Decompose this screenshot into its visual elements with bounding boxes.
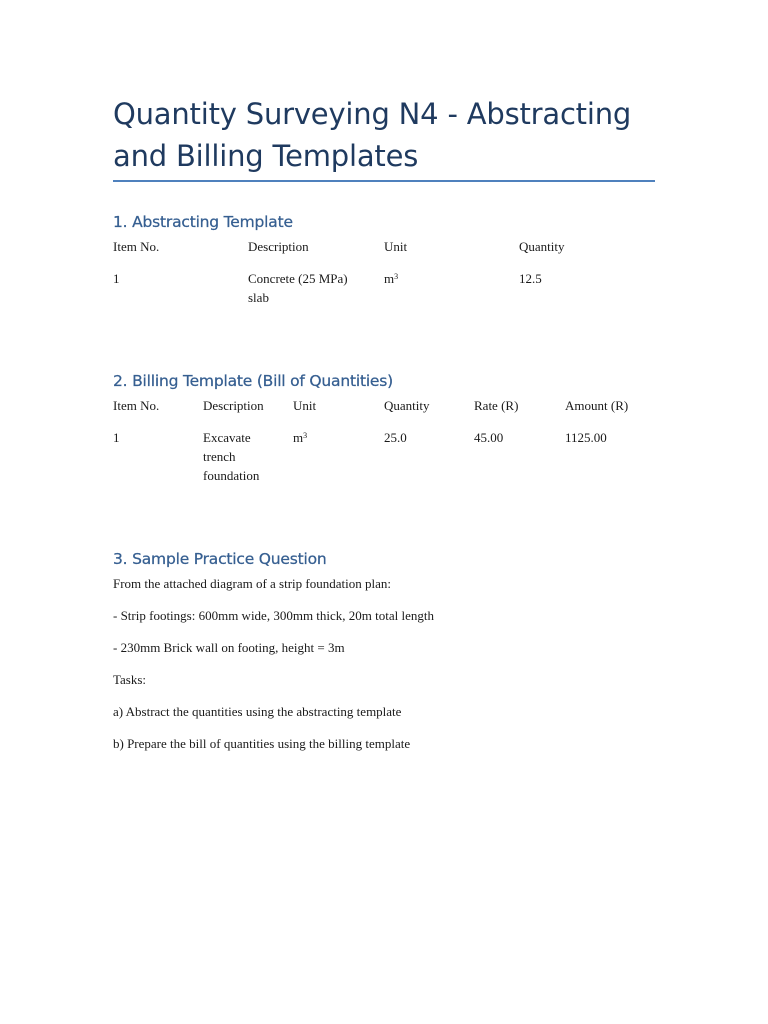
paragraph-task-b: b) Prepare the bill of quantities using the billing template [113, 736, 411, 751]
paragraph-tasks-label: Tasks: [113, 672, 147, 687]
table-cell-quantity: 12.5 [519, 271, 542, 286]
table-cell-amount: 1125.00 [565, 430, 607, 445]
unit-superscript: 3 [303, 431, 308, 440]
table-header-quantity: Quantity [384, 398, 430, 413]
table-header-quantity: Quantity [519, 239, 565, 254]
section-heading-practice: 3. Sample Practice Question [113, 550, 327, 568]
table-cell-quantity: 25.0 [384, 430, 407, 445]
paragraph-strip-footings: - Strip footings: 600mm wide, 300mm thick, 20m total length [113, 608, 435, 623]
document-title: Quantity Surveying N4 - Abstracting and Billing Templates [113, 97, 632, 173]
table-cell-item: 1 [113, 271, 120, 286]
section-heading-billing: 2. Billing Template (Bill of Quantities) [113, 372, 393, 390]
table-cell-unit [384, 269, 398, 288]
unit-superscript: 3 [394, 272, 399, 281]
table-cell-item: 1 [113, 430, 120, 445]
table-header-rate: Rate (R) [474, 398, 519, 413]
table-header-description: Description [248, 239, 309, 254]
title-divider [113, 180, 655, 182]
table-cell-unit [293, 428, 307, 447]
paragraph-brick-wall: - 230mm Brick wall on footing, height = 3m [113, 640, 345, 655]
table-header-amount: Amount (R) [565, 398, 629, 413]
paragraph-task-a: a) Abstract the quantities using the abstracting template [113, 704, 402, 719]
table-cell-rate: 45.00 [474, 430, 504, 445]
table-cell-description: Excavate trench foundation [203, 430, 260, 483]
table-header-unit: Unit [384, 239, 408, 254]
table-cell-description: Concrete (25 MPa) slab [248, 271, 348, 305]
section-heading-abstracting: 1. Abstracting Template [113, 213, 293, 231]
table-header-item-no: Item No. [113, 239, 160, 254]
table-header-item-no: Item No. [113, 398, 160, 413]
unit-base: m [384, 271, 395, 286]
unit-base: m [293, 430, 304, 445]
table-header-unit: Unit [293, 398, 317, 413]
table-header-description: Description [203, 398, 264, 413]
paragraph-intro: From the attached diagram of a strip foundation plan: [113, 576, 391, 591]
